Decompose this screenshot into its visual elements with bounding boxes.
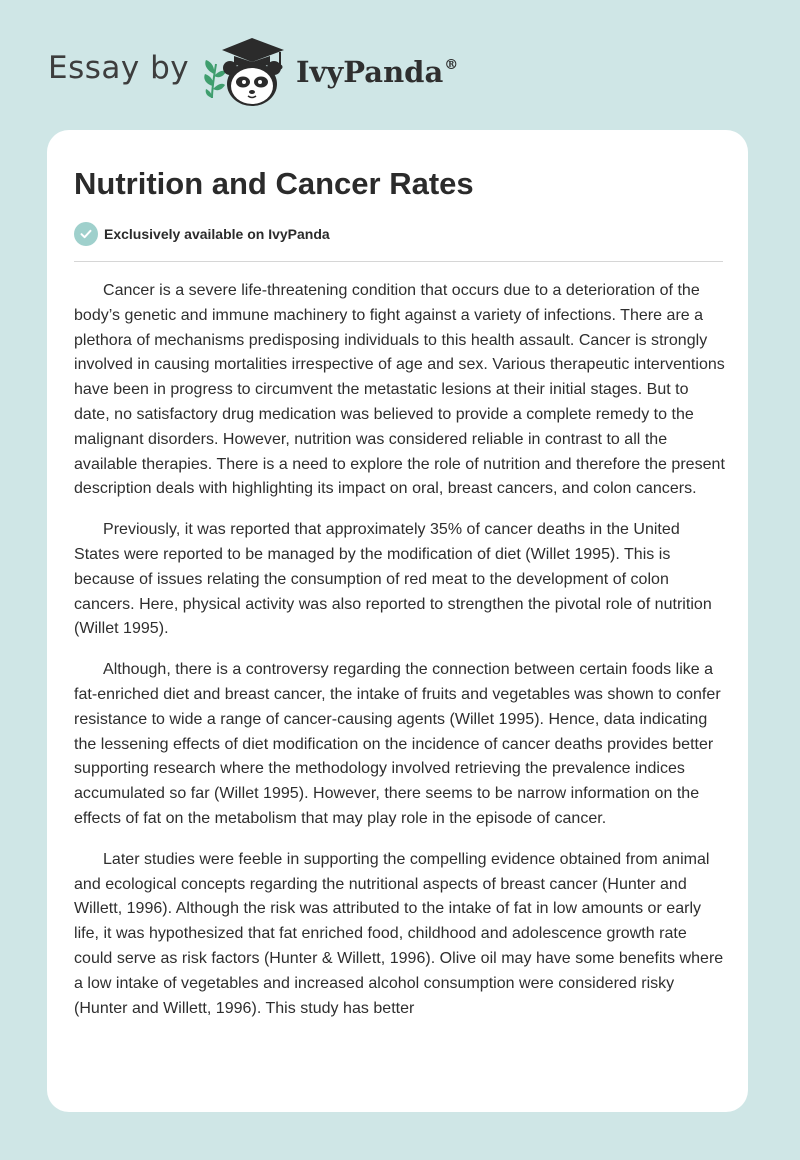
registered-mark: ® [444,57,459,73]
panda-logo-icon[interactable] [200,36,292,110]
panda-face-icon [223,61,281,106]
page-title: Nutrition and Cancer Rates [74,166,474,201]
site-header [0,0,800,130]
check-icon [74,222,98,246]
brand-logo-text[interactable] [296,55,458,89]
paragraph: Previously, it was reported that approximately 35% of cancer deaths in the United States were reported to be managed by the modification of diet (Willet 1995). This is because of issues relating the consumption of red meat to the development of colon cancers. Here, physical activity was also reported to strengthen the pivotal role of nutrition (Willet 1995). [74,521,712,638]
title-divider [74,261,723,262]
essay-card [47,130,748,1112]
leaf-icon [204,60,226,98]
paragraph: Although, there is a controversy regarding the connection between certain foods like a fat-enriched diet and breast cancer, the intake of fruits and vegetables was shown to confer resistance to wide a range of cancer-causing agents (Willet 1995). Hence, data indicating the lessening effects of diet modification on the incidence of cancer deaths provides better supporting research where the methodology involved retrieving the prevalence indices accumulated so far (Willet 1995). However, there seems to be narrow information on the effects of fat on the metabolism that may play role in the episode of cancer. [74,661,721,827]
paragraph: Later studies were feeble in supporting the compelling evidence obtained from animal and ecological concepts regarding the nutritional aspects of breast cancer (Hunter and Willett, 1996). Although the risk was attributed to the intake of fat in low amounts or early life, it was hypothesized that fat enriched food, childhood and adolescence growth rate could serve as risk factors (Hunter & Willett, 1996). Olive oil may have some benefits where a low intake of vegetables and increased alcohol consumption were considered risky (Hunter and Willett, 1996). This study has better [74,850,724,1017]
exclusive-label: Exclusively available on IvyPanda [104,226,330,242]
essay-body [74,279,726,1037]
exclusive-badge [74,221,330,247]
brand-name: IvyPanda [296,55,444,89]
essay-by-label: Essay by [48,50,190,86]
paragraph: Cancer is a severe life-threatening condition that occurs due to a deterioration of the body’s genetic and immune machinery to fight against a variety of infections. There are a plethora of mechanisms predisposing individuals to this health assault. Cancer is strongly involved in causing mortalities irrespective of age and sex. Various therapeutic interventions have been in progress to circumvent the metastatic lesions at their initial stages. But to date, no satisfactory drug medication was believed to provide a complete remedy to the malignant disorders. However, nutrition was considered reliable in contrast to all the available therapies. There is a need to explore the role of nutrition and therefore the present description deals with highlighting its impact on oral, breast cancers, and colon cancers. [74,282,725,498]
